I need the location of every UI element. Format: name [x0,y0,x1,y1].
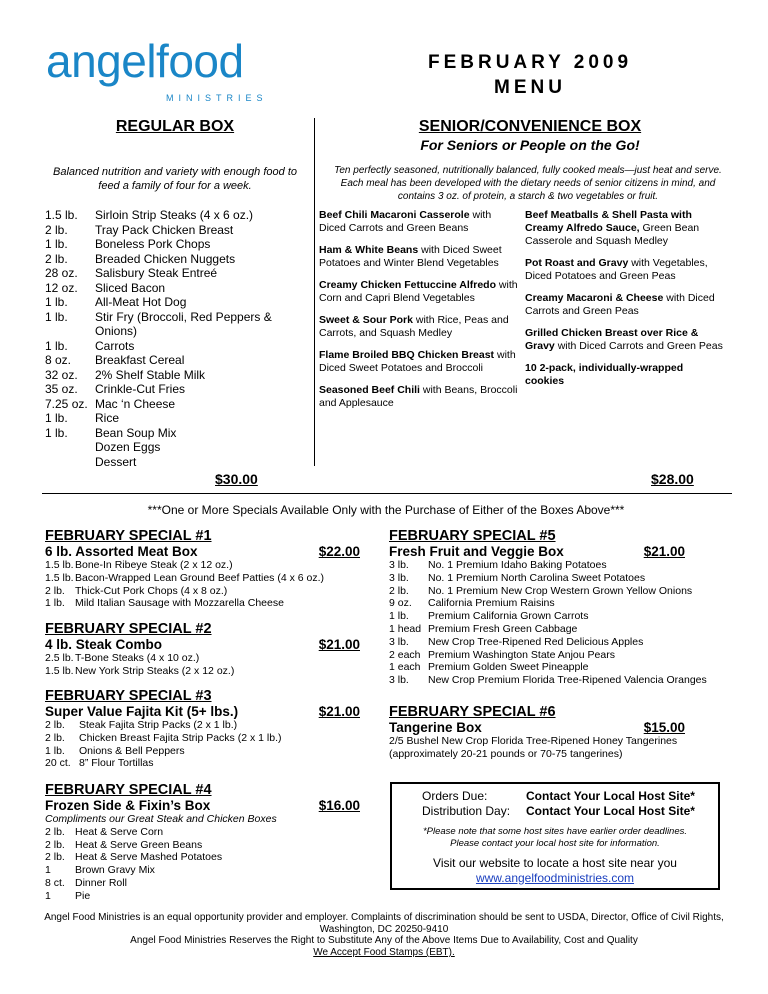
list-item [389,585,734,598]
list-item [389,661,734,674]
list-item [45,597,360,610]
orders-due-value: Contact Your Local Host Site* [526,789,695,803]
distribution-day-label: Distribution Day: [422,804,511,818]
list-item [389,674,734,687]
meal-item [319,209,519,235]
list-item [45,851,360,864]
special-5 [389,528,734,687]
list-item [45,732,360,745]
item-quantity: 1 each [389,661,421,674]
senior-box-description: Ten perfectly seasoned, nutritionally balanced, fully cooked meals—just heat and serve. Each meal has been developed with the dietary needs of senior citizens in mind, and contains 3 oz. of protein, a starch & two vegetables or fruit. [334,165,722,202]
footer-substitution: Angel Food Ministries Reserves the Right to Substitute Any of the Above Items Due to Availability, Cost and Quality [130,935,638,946]
meal-name: Beef Chili Macaroni Casserole [319,209,470,221]
visit-website-text: Visit our website to locate a host site near you [433,856,677,870]
item-description: Onions & Bell Peppers [79,744,185,757]
meal-item [525,327,725,353]
special-2-price: $21.00 [318,637,360,652]
item-quantity: 8 oz. [45,353,72,367]
special-3-title [45,704,360,719]
item-quantity: 20 ct. [45,757,71,770]
list-item [45,353,310,368]
specials-notice: ***One or More Specials Available Only with the Purchase of Either of the Boxes Above*** [147,503,625,517]
list-item [45,339,310,354]
order-note [392,826,718,849]
page-title-line1: FEBRUARY 2009 [427,52,633,73]
item-description: Crinkle-Cut Fries [95,382,186,396]
item-description: All-Meat Hot Dog [95,295,187,309]
list-item [45,839,360,852]
item-description: Carrots [95,338,135,353]
meal-sides: with Vegetables, Diced Potatoes and Green Peas [525,257,708,282]
special-3-price: $21.00 [318,704,360,719]
item-quantity: 1 lb. [45,597,65,610]
item-description: Steak Fajita Strip Packs (2 x 1 lb.) [79,719,238,731]
list-item [45,208,310,223]
item-quantity: 1 head [389,622,422,635]
regular-box-price: $30.00 [215,471,258,487]
meal-name: Pot Roast and Gravy [525,257,629,269]
item-quantity: 1.5 lb. [45,664,74,677]
special-4-price: $16.00 [318,798,360,813]
special-4 [45,782,360,903]
logo-subtitle: MINISTRIES [166,93,268,103]
item-description: Breaded Chicken Nuggets [95,251,236,266]
item-quantity: 28 oz. [45,266,78,280]
regular-box-items [45,208,310,469]
meal-sides: with Diced Carrots and Green Peas [554,340,723,352]
item-quantity: 12 oz. [45,280,78,295]
item-description: Thick-Cut Pork Chops (4 x 8 oz.) [75,584,228,597]
item-description: Premium Washington State Anjou Pears [428,648,615,661]
list-item [45,572,360,585]
item-quantity: 2 lb. [45,838,65,851]
list-item [45,757,360,770]
item-description: Salisbury Steak Entreé [95,266,218,280]
item-quantity: 3 lb. [389,674,409,687]
special-4-header: FEBRUARY SPECIAL #4 [45,782,212,798]
item-description: New Crop Premium Florida Tree-Ripened Valencia Oranges [428,674,707,687]
special-4-note: Compliments our Great Steak and Chicken Boxes [45,813,277,825]
item-quantity: 1 lb. [45,309,68,324]
section-divider [42,493,732,494]
item-description: Heat & Serve Mashed Potatoes [75,851,223,864]
special-6 [389,704,734,761]
item-description: Rice [95,411,120,425]
meal-sides: with Rice, Peas and Carrots, and Squash Medley [319,314,509,339]
list-item [389,649,734,662]
item-quantity: 1 lb. [45,425,68,440]
special-2-title [45,637,360,652]
list-item [45,223,310,238]
orders-due-label: Orders Due: [422,789,488,803]
senior-box-tagline: For Seniors or People on the Go! [420,137,640,153]
item-quantity: 9 oz. [389,597,412,610]
item-description: No. 1 Premium North Carolina Sweet Potatoes [428,571,646,584]
special-5-price: $21.00 [643,544,685,559]
meal-sides: with Diced Carrots and Green Beans [319,209,492,234]
meal-name: Beef Meatballs & Shell Pasta with Creamy Alfredo Sauce, [525,209,692,234]
item-quantity: 3 lb. [389,635,409,648]
item-description: Sirloin Strip Steaks (4 x 6 oz.) [95,208,254,222]
list-item [45,411,310,426]
item-quantity: 32 oz. [45,367,78,382]
list-item [45,440,310,455]
special-2-items [45,652,360,678]
item-quantity: 2 lb. [45,584,65,597]
item-description: New Crop Tree-Ripened Red Delicious Apples [428,635,644,648]
list-item [45,652,360,665]
page-title-line2: MENU [494,77,566,98]
special-1 [45,528,360,610]
special-6-line1: 2/5 Bushel New Crop Florida Tree-Ripened Honey Tangerines [389,735,678,747]
item-description: Bacon-Wrapped Lean Ground Beef Patties (4 x 6 oz.) [75,571,325,584]
item-quantity: 2 each [389,648,421,661]
meal-sides: with Beans, Broccoli and Applesauce [319,384,518,409]
item-quantity: 1 lb. [389,610,409,623]
list-item [45,877,360,890]
senior-meals-right [525,209,725,397]
item-description: Bean Soup Mix [95,425,177,440]
item-quantity: 1 [45,864,51,877]
special-2-header: FEBRUARY SPECIAL #2 [45,621,212,637]
special-1-name: 6 lb. Assorted Meat Box [45,544,198,559]
item-quantity: 1 lb. [45,744,65,757]
item-description: Heat & Serve Green Beans [75,838,203,851]
meal-sides: with Corn and Capri Blend Vegetables [319,279,518,304]
item-quantity: 2 lb. [45,731,65,744]
item-description: Dozen Eggs [95,440,161,454]
item-description: Sliced Bacon [95,280,166,295]
list-item [389,636,734,649]
meal-item [319,349,519,375]
order-labels [422,789,510,819]
list-item [45,382,310,397]
list-item [45,295,310,310]
item-description: Breakfast Cereal [95,353,185,367]
item-description: New York Strip Steaks (2 x 12 oz.) [75,664,235,677]
meal-item [525,292,725,318]
item-quantity: 2 lb. [45,825,65,838]
meal-sides: Green Bean Casserole and Squash Medley [525,222,700,247]
list-item [45,455,310,470]
item-description: California Premium Raisins [428,597,555,610]
special-4-items [45,826,360,903]
item-quantity: 2 lb. [45,251,68,266]
list-item [389,623,734,636]
item-quantity [45,440,95,455]
special-4-title [45,798,360,813]
item-description: No. 1 Premium Idaho Baking Potatoes [428,559,607,571]
special-5-name: Fresh Fruit and Veggie Box [389,544,564,559]
list-item [45,559,360,572]
list-item [45,281,310,296]
meal-sides: with Diced Carrots and Green Peas [525,292,715,317]
order-info-box [390,782,720,890]
item-quantity: 2 lb. [389,584,409,597]
special-5-items [389,559,734,687]
list-item [45,266,310,281]
logo-wordmark: angelfood [46,35,244,87]
senior-meals-left [319,209,519,419]
list-item [45,252,310,267]
special-1-price: $22.00 [318,544,360,559]
item-quantity: 3 lb. [389,559,409,571]
item-quantity: 7.25 oz. [45,396,88,411]
meal-name: Sweet & Sour Pork [319,314,413,326]
special-6-line2: (approximately 20-21 pounds or 70-75 tangerines) [389,747,623,760]
list-item [45,864,360,877]
list-item [45,665,360,678]
item-quantity: 1 lb. [45,338,68,353]
special-1-header: FEBRUARY SPECIAL #1 [45,528,212,544]
footer-disclaimer: Angel Food Ministries is an equal opportunity provider and employer. Complaints of discrimination should be sent to USDA, Director, Office of Civil Rights, Washington, DC 20250-9410 [44,912,724,935]
regular-box-header: REGULAR BOX [115,118,235,135]
column-divider [314,118,315,466]
special-6-name: Tangerine Box [389,720,482,735]
item-quantity: 3 lb. [389,571,409,584]
special-3 [45,688,360,770]
order-note-line2: Please contact your local host site for information. [450,837,660,849]
item-quantity: 1 lb. [45,411,68,425]
item-quantity: 2 lb. [45,851,65,864]
regular-box-description: Balanced nutrition and variety with enough food to feed a family of four for a week. [53,166,297,192]
special-6-price: $15.00 [643,720,685,735]
list-item [45,745,360,758]
item-description: 2% Shelf Stable Milk [95,367,206,382]
list-item [389,610,734,623]
item-description: Mild Italian Sausage with Mozzarella Cheese [75,597,284,610]
meal-item [525,362,725,388]
meal-name: Creamy Macaroni & Cheese [525,292,664,304]
item-description: Premium Golden Sweet Pineapple [428,661,589,674]
item-description: Mac ‘n Cheese [95,396,176,411]
special-5-title [389,544,685,559]
meal-sides: with Diced Sweet Potatoes and Broccoli [319,349,516,374]
item-quantity: 2.5 lb. [45,652,74,664]
item-description: Heat & Serve Corn [75,825,164,838]
item-description: No. 1 Premium New Crop Western Grown Yellow Onions [428,584,693,597]
footer-food-stamps: We Accept Food Stamps (EBT). [313,947,455,958]
item-description: Boneless Pork Chops [95,237,211,251]
senior-box-price: $28.00 [651,471,694,487]
list-item [45,890,360,903]
meal-sides: with Diced Sweet Potatoes and Winter Blend Vegetables [319,244,502,269]
item-description: Premium Fresh Green Cabbage [428,622,578,635]
meal-item [319,384,519,410]
item-quantity: 2 lb. [45,222,68,237]
website-link[interactable]: www.angelfoodministries.com [475,870,635,885]
meal-item [525,257,725,283]
list-item [389,572,734,585]
item-description: Bone-In Ribeye Steak (2 x 12 oz.) [75,559,233,571]
meal-item [319,279,519,305]
item-description: Pie [75,889,91,902]
special-5-header: FEBRUARY SPECIAL #5 [389,528,556,544]
item-quantity [45,455,95,470]
special-3-name: Super Value Fajita Kit (5+ lbs.) [45,704,239,719]
list-item [45,719,360,732]
item-quantity: 2 lb. [45,719,65,731]
item-quantity: 1.5 lb. [45,571,74,584]
list-item [389,597,734,610]
meal-name: Creamy Chicken Fettuccine Alfredo [319,279,496,291]
meal-name: Ham & White Beans [319,244,419,256]
meal-item [319,244,519,270]
item-description: Premium California Grown Carrots [428,610,589,623]
item-quantity: 35 oz. [45,382,78,396]
visit-website [392,856,718,885]
item-description: T-Bone Steaks (4 x 10 oz.) [75,652,200,664]
item-description: 8” Flour Tortillas [79,757,154,770]
item-description: Tray Pack Chicken Breast [95,222,234,237]
meal-name: Flame Broiled BBQ Chicken Breast [319,349,495,361]
item-quantity: 1.5 lb. [45,208,78,222]
item-quantity: 8 ct. [45,876,65,889]
list-item [45,310,310,339]
list-item [45,826,360,839]
list-item [45,237,310,252]
special-1-items [45,559,360,610]
meal-name: 10 2-pack, individually-wrapped cookies [525,362,684,387]
item-description: Dinner Roll [75,876,127,889]
list-item [45,368,310,383]
special-3-items [45,719,360,770]
item-description: Dessert [95,454,137,469]
item-quantity: 1.5 lb. [45,559,74,571]
special-6-title [389,720,685,735]
senior-box-header: SENIOR/CONVENIENCE BOX [418,118,642,135]
order-note-line1: *Please note that some host sites have earlier order deadlines. [422,826,688,837]
item-quantity: 1 [45,889,51,902]
meal-item [319,314,519,340]
meal-item [525,209,725,248]
logo [46,35,296,108]
item-quantity: 1 lb. [45,237,68,251]
special-1-title [45,544,360,559]
list-item [45,585,360,598]
order-values [526,789,695,819]
special-2 [45,621,360,678]
list-item [389,559,734,572]
special-6-header: FEBRUARY SPECIAL #6 [389,704,556,720]
special-3-header: FEBRUARY SPECIAL #3 [45,688,212,704]
special-4-name: Frozen Side & Fixin’s Box [45,798,211,813]
page-title [380,50,680,100]
special-2-name: 4 lb. Steak Combo [45,637,163,652]
list-item [45,426,310,441]
item-description: Chicken Breast Fajita Strip Packs (2 x 1 lb.) [79,731,282,744]
list-item [45,397,310,412]
distribution-day-value: Contact Your Local Host Site* [526,804,695,818]
item-description: Brown Gravy Mix [75,864,155,877]
meal-name: Grilled Chicken Breast over Rice & Gravy [525,327,699,352]
item-description: Stir Fry (Broccoli, Red Peppers & Onions) [95,309,272,338]
meal-name: Seasoned Beef Chili [319,384,420,396]
item-quantity: 1 lb. [45,295,68,309]
